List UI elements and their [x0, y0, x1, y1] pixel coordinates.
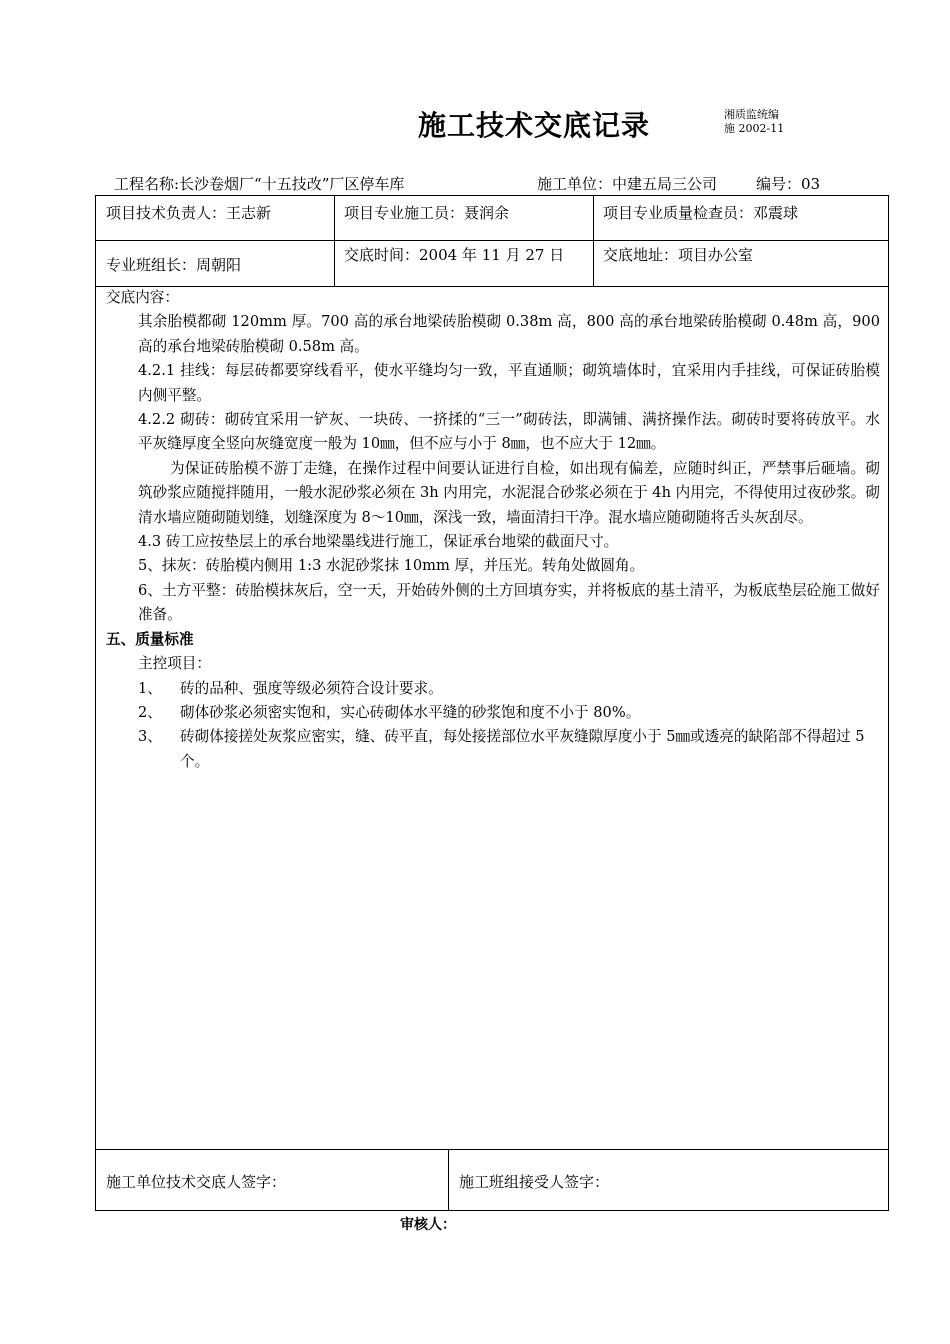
content-paragraph: 其余胎模都砌 120mm 厚。700 高的承台地梁砖胎模砌 0.38m 高，800 高的承台地梁砖胎模砌 0.48m 高，900 高的承台地梁砖胎模砌 0.58m 高。: [138, 313, 880, 355]
section-heading: 五、质量标准: [106, 630, 194, 648]
list-item-text: 砖的品种、强度等级必须符合设计要求。: [180, 679, 443, 697]
discloser-signature-field: 施工单位技术交底人签字：: [106, 1173, 287, 1191]
list-item-number: 1、: [138, 679, 162, 697]
stamp-line-2: 施 2002-11: [724, 122, 785, 135]
disclosure-content: [96, 286, 888, 774]
list-item: [96, 677, 888, 701]
form-code-stamp: [724, 108, 784, 136]
construction-unit: 施工单位：中建五局三公司: [537, 175, 718, 193]
record-number: 编号：03: [756, 175, 821, 193]
tech-lead-cell: 项目技术负责人：王志新: [106, 204, 272, 222]
list-item: [96, 701, 888, 725]
row-divider: [96, 1149, 888, 1150]
content-paragraph: 为保证砖胎模不游丁走缝，在操作过程中间要认证进行自检，如出现有偏差，应随时纠正，严禁事后砸墙。砌筑砂浆应随搅拌随用，一般水泥砂浆必须在 3h 内用完，水泥混合砂浆必须在于 4h 内用完，不得使用过夜砂浆。砌清水墙应随砌随划缝，划缝深度为 8～10㎜，深浅一致，墙面清扫干净。混水墙应随砌随将舌头灰刮尽。: [138, 459, 880, 526]
disclosure-time-cell: 交底时间：2004 年 11 月 27 日: [344, 246, 565, 264]
disclosure-record-table: [95, 195, 889, 1211]
content-paragraph: 4.3 砖工应按垫层上的承台地梁墨线进行施工，保证承台地梁的截面尺寸。: [138, 533, 619, 551]
reviewer-label: 审核人：: [400, 1217, 456, 1233]
project-name: 工程名称:长沙卷烟厂“十五技改”厂区停车库: [114, 175, 405, 193]
receiver-signature-field: 施工班组接受人签字：: [459, 1173, 610, 1191]
content-paragraph: 5、抹灰：砖胎模内侧用 1:3 水泥砂浆抹 10mm 厚，并压光。转角处做圆角。: [138, 557, 645, 575]
list-item-number: 2、: [138, 703, 162, 721]
stamp-line-1: 湘质监统编: [724, 108, 779, 121]
main-items-label: 主控项目：: [138, 655, 211, 673]
disclosure-location-cell: 交底地址：项目办公室: [603, 246, 754, 264]
list-item-text: 砖砌体接搓处灰浆应密实，缝、砖平直，每处接搓部位水平灰缝隙厚度小于 5㎜或透亮的缺陷部不得超过 5 个。: [180, 728, 865, 770]
content-paragraph: 4.2.1 挂线：每层砖都要穿线看平，使水平缝均匀一致，平直通顺；砌筑墙体时，宜采用内手挂线，可保证砖胎模内侧平整。: [138, 362, 880, 404]
list-item-number: 3、: [138, 728, 162, 746]
content-paragraph: 4.2.2 砌砖：砌砖宜采用一铲灰、一块砖、一挤揉的“三一”砌砖法，即满铺、满挤操作法。砌砖时要将砖放平。水平灰缝厚度全竖向灰缝宽度一般为 10㎜，但不应与小于 8㎜，也不应大于 12㎜。: [138, 411, 880, 453]
page-title: 施工技术交底记录: [418, 109, 651, 142]
row-divider: [96, 240, 888, 241]
column-divider: [593, 196, 594, 286]
column-divider: [334, 196, 335, 286]
team-leader-cell: 专业班组长：周朝阳: [106, 256, 242, 274]
constructor-cell: 项目专业施工员：聂润余: [344, 204, 510, 222]
list-item-text: 砌体砂浆必须密实饱和，实心砖砌体水平缝的砂浆饱和度不小于 80%。: [180, 703, 641, 721]
quality-inspector-cell: 项目专业质量检查员：邓震球: [603, 204, 799, 222]
content-label: 交底内容：: [106, 289, 179, 306]
column-divider: [448, 1149, 449, 1210]
list-item: [96, 725, 888, 774]
content-paragraph: 6、土方平整：砖胎模抹灰后，空一天，开始砖外侧的土方回填夯实，并将板底的基土清平，为板底垫层砼施工做好准备。: [138, 581, 880, 624]
